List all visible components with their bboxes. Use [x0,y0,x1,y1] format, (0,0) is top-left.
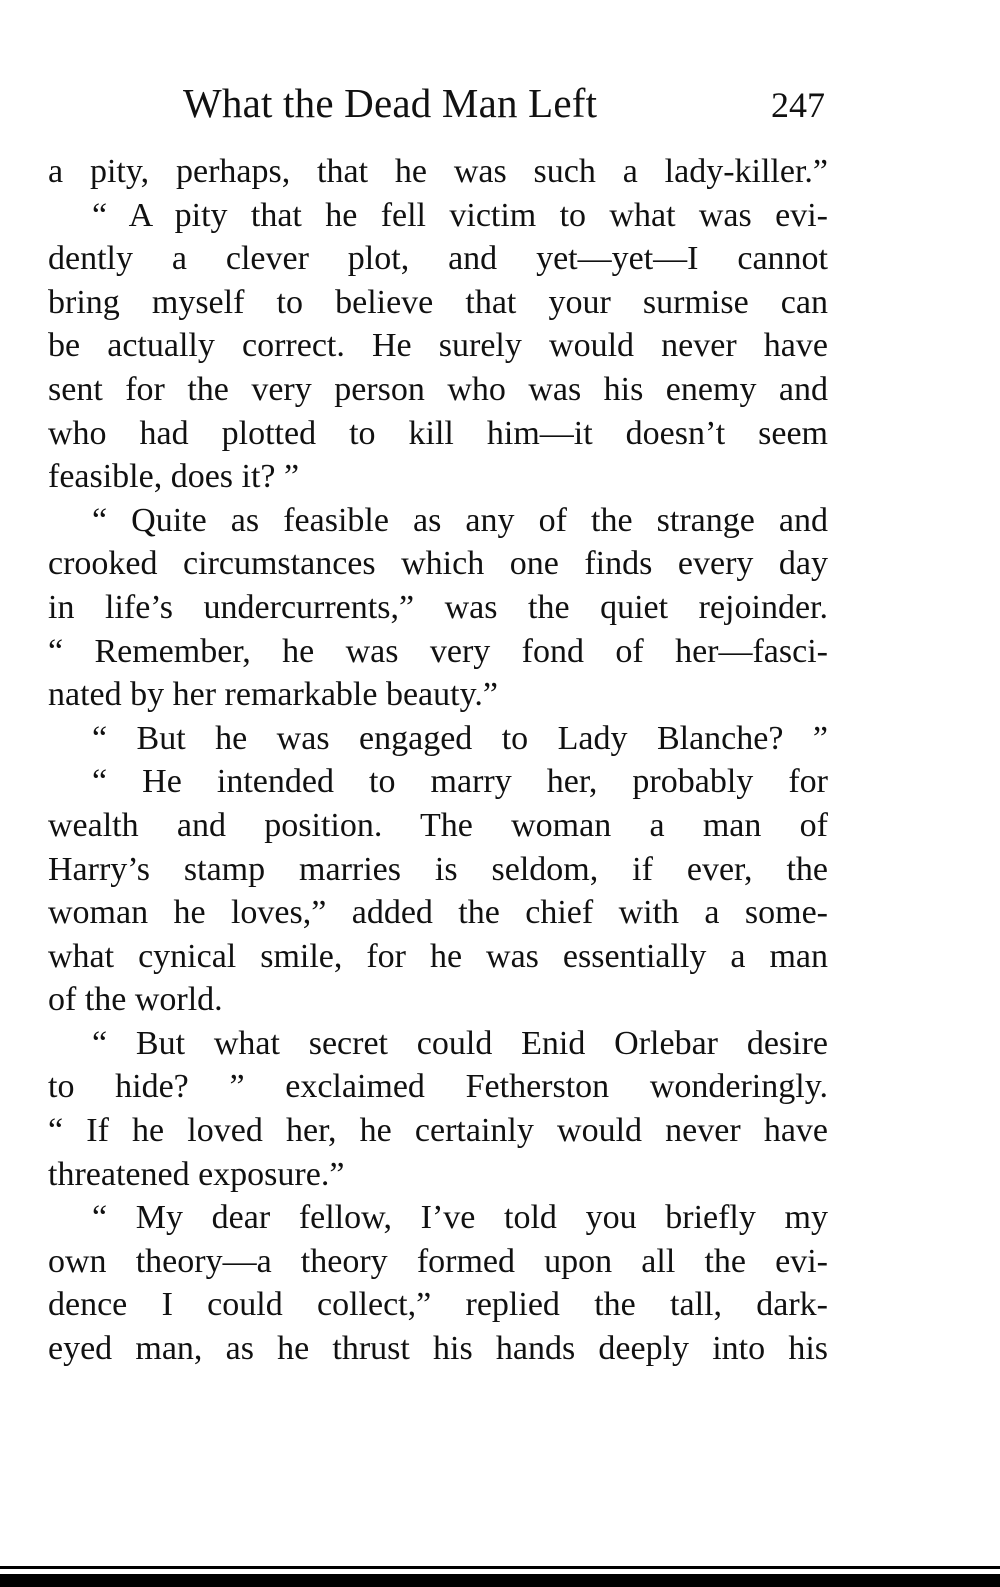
text-line: who had plotted to kill him—it doesn’t seem [48,414,828,452]
text-line: “ He intended to marry her, probably for [92,763,828,801]
text-line: “ But he was engaged to Lady Blanche? ” [92,719,828,757]
text-line: nated by her remarkable beauty.” [48,676,498,714]
running-title: What the Dead Man Left [183,80,598,126]
text-line: “ Quite as feasible as any of the strange and [92,501,828,539]
text-line: dently a clever plot, and yet—yet—I cannot [48,240,828,278]
text-line: a pity, perhaps, that he was such a lady-killer.” [48,153,828,190]
text-line: of the world. [48,981,223,1019]
text-line: Harry’s stamp marries is seldom, if ever, the [48,850,828,888]
text-line: woman he loves,” added the chief with a some- [48,894,828,932]
text-line: own theory—a theory formed upon all the evi- [48,1242,828,1280]
text-line: “ If he loved her, he certainly would never have [48,1112,828,1150]
text-line: what cynical smile, for he was essentially a man [48,937,828,975]
text-line: feasible, does it? ” [48,458,300,496]
page-number: 247 [771,85,825,125]
bottom-scan-edge [0,1574,1000,1587]
text-line: bring myself to believe that your surmise can [48,283,828,321]
text-line: sent for the very person who was his enemy and [48,370,828,408]
text-line: threatened exposure.” [48,1155,345,1193]
text-line: dence I could collect,” replied the tall, dark- [48,1286,828,1324]
text-line: eyed man, as he thrust his hands deeply into his [48,1330,828,1368]
body-text [48,150,828,1371]
text-line: be actually correct. He surely would never have [48,327,828,365]
text-line: “ Remember, he was very fond of her—fasci- [48,632,828,670]
text-line: to hide? ” exclaimed Fetherston wonderingly. [48,1068,828,1106]
bottom-scan-edge-thin [0,1566,1000,1569]
text-line: wealth and position. The woman a man of [48,806,828,844]
text-line: “ But what secret could Enid Orlebar desire [92,1024,828,1062]
page-header [183,78,833,128]
text-line: “ My dear fellow, I’ve told you briefly my [92,1199,828,1237]
text-line: in life’s undercurrents,” was the quiet rejoinder. [48,588,828,626]
text-line: “ A pity that he fell victim to what was evi- [92,196,828,234]
text-line: crooked circumstances which one finds every day [48,545,828,583]
